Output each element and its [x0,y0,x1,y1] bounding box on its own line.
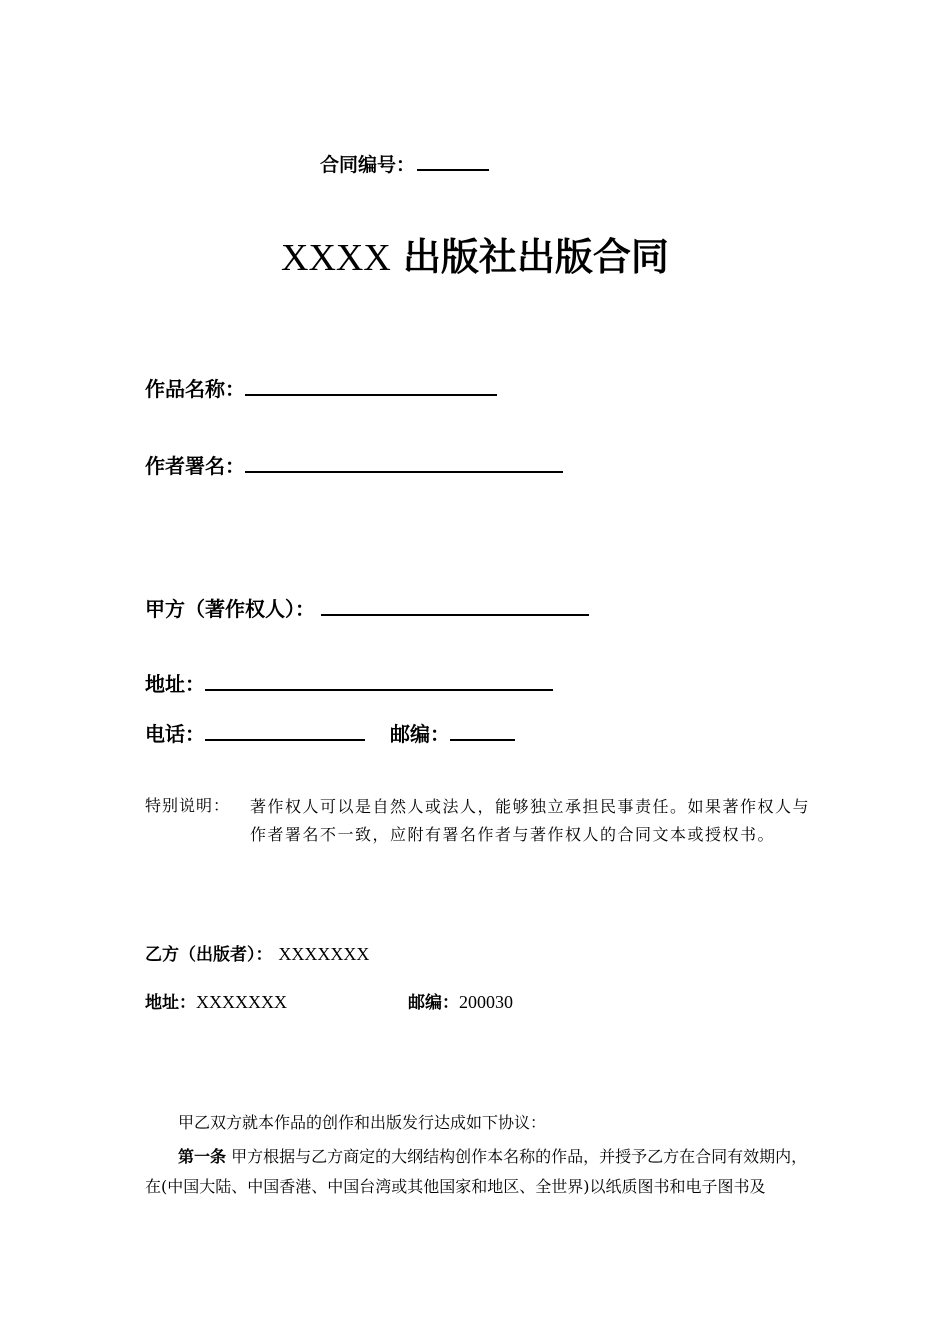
party-a-phone-field [145,717,365,747]
party-b-postcode: 200030 [459,992,513,1012]
work-title-field [145,372,497,402]
party-b-address-field [145,988,287,1013]
party-a-address-blank[interactable] [205,667,553,691]
title-text: 出版社出版合同 [402,235,669,279]
party-a-postcode-blank[interactable] [450,717,515,741]
work-title-label: 作品名称： [145,377,245,401]
party-a-phone-label: 电话： [145,722,205,746]
party-a-postcode-field [390,717,515,747]
party-b-field [145,940,369,965]
document-title [0,226,950,281]
party-a-address-field [145,667,553,697]
special-note-text: 著作权人可以是自然人或法人，能够独立承担民事责任。如果著作权人与作者署名不一致，应附有署名作者与著作权人的合同文本或授权书。 [250,797,811,844]
contract-number-label: 合同编号： [320,154,416,176]
party-b-postcode-field [408,988,513,1013]
author-name-label: 作者署名： [145,454,245,478]
title-publisher-code: XXXX [281,237,391,279]
author-name-field [145,449,563,479]
party-a-field [145,592,589,622]
article-1-label: 第一条 [178,1147,227,1166]
author-name-blank[interactable] [245,449,563,473]
party-a-blank[interactable] [321,592,589,616]
special-note-label: 特别说明： [145,796,231,815]
contract-number-blank[interactable] [417,151,489,171]
party-b-postcode-label: 邮编： [408,993,459,1013]
party-b-address-label: 地址： [145,993,196,1013]
party-a-phone-blank[interactable] [205,717,365,741]
article-1-text: 甲方根据与乙方商定的大纲结构创作本名称的作品，并授予乙方在合同有效期内，在(中国大陆、中国香港、中国台湾或其他国家和地区、全世界)以纸质图书和电子图书及 [145,1147,808,1196]
party-b-name: XXXXXXX [278,944,370,964]
party-a-postcode-label: 邮编： [390,722,450,746]
agreement-intro: 甲乙双方就本作品的创作和出版发行达成如下协议： [178,1113,547,1132]
article-1-paragraph [145,1142,810,1202]
work-title-blank[interactable] [245,372,497,396]
contract-number-line [320,150,489,177]
party-b-label: 乙方（出版者）： [145,945,273,965]
party-b-address: XXXXXXX [196,992,287,1012]
party-a-label: 甲方（著作权人）： [145,597,315,621]
party-a-address-label: 地址： [145,672,205,696]
